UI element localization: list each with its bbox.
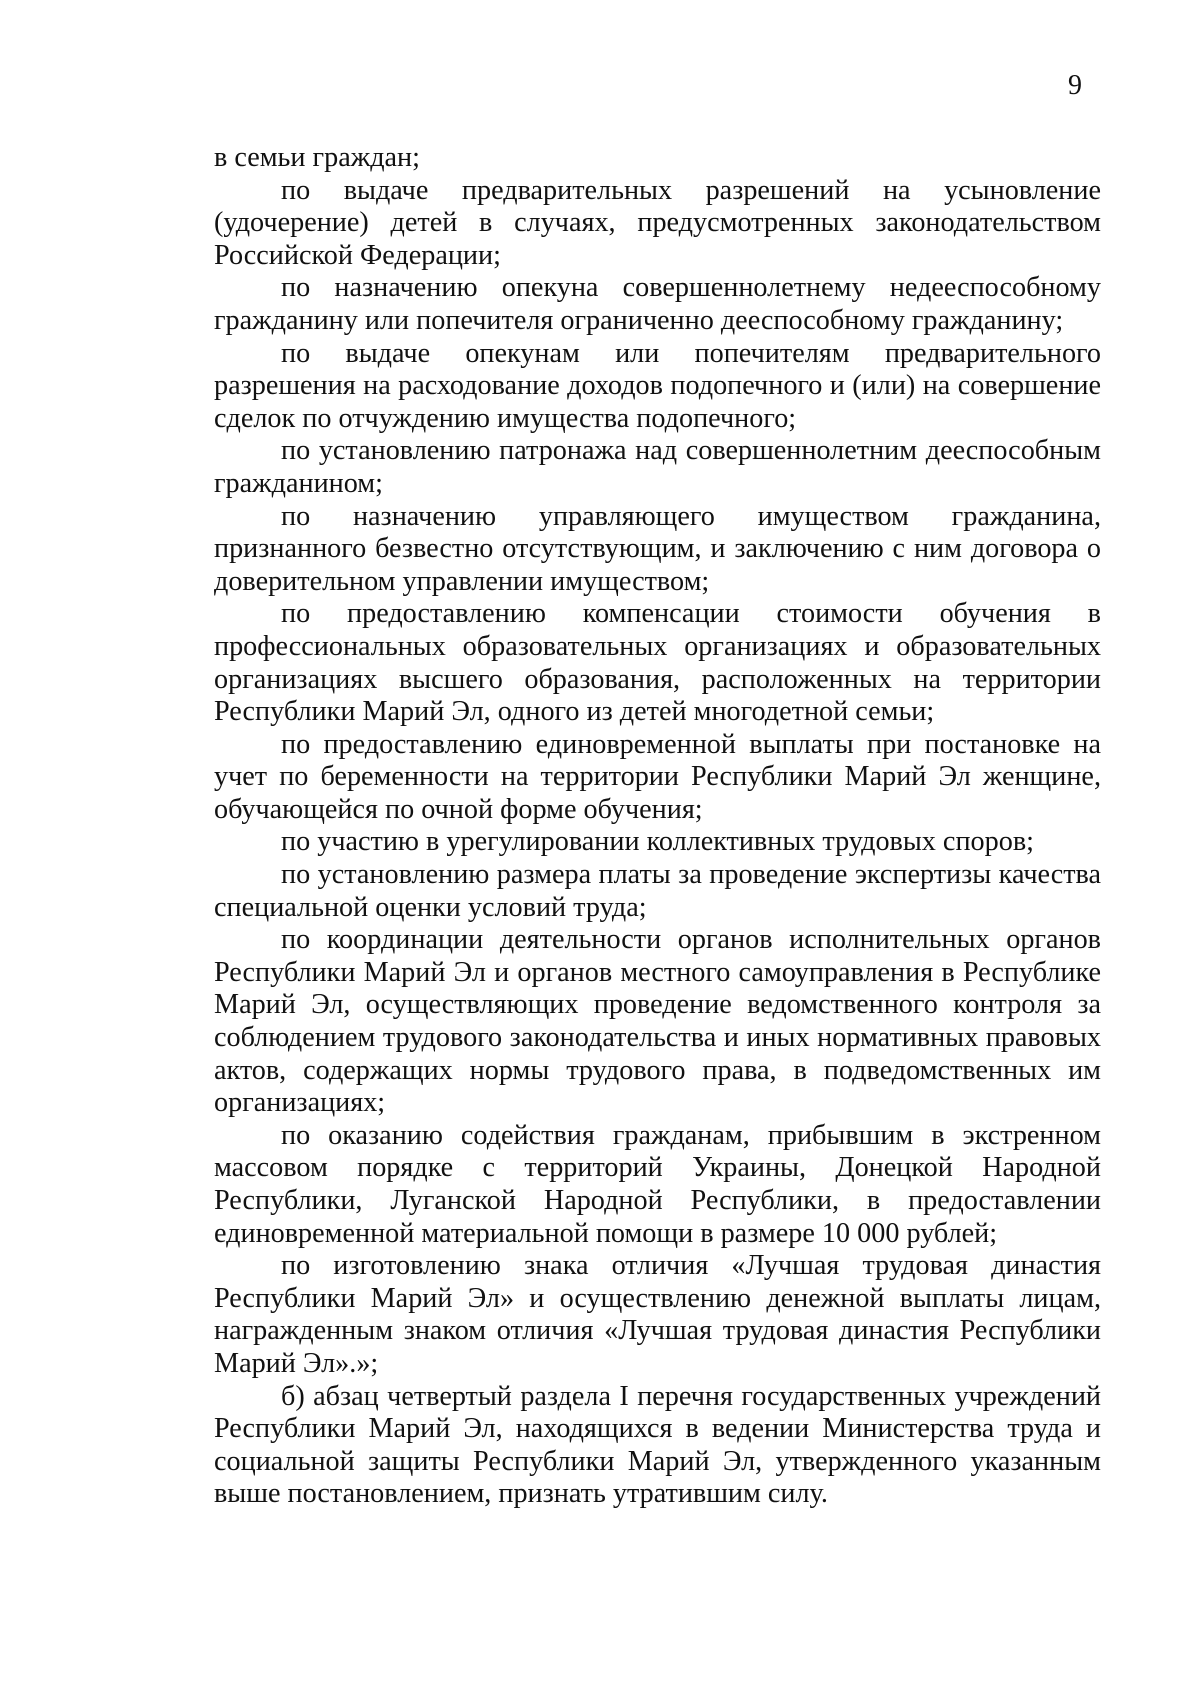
paragraph-adoption-permits: по выдаче предварительных разрешений на усыновление (удочерение) детей в случаях, предусмотренных законодательством Российской Федерации; (214, 174, 1101, 271)
paragraph-continuation: в семьи граждан; (214, 142, 420, 173)
paragraph-guardian-appointment: по назначению опекуна совершеннолетнему недееспособному гражданину или попечителя ограниченно дееспособному гражданину; (214, 272, 1101, 336)
paragraph-patronage: по установлению патронажа над совершеннолетним дееспособным гражданином; (214, 435, 1101, 499)
paragraph-property-manager: по назначению управляющего имуществом гражданина, признанного безвестно отсутствующим, и заключению с ним договора о доверительном управлении имуществом; (214, 500, 1101, 597)
page-number: 9 (1068, 70, 1082, 101)
paragraph-labor-control: по координации деятельности органов исполнительных органов Республики Марий Эл и органов местного самоуправления в Республике Марий Эл, осуществляющих проведение ведомственного контроля за соблюдением трудового законодательства и иных нормативных правовых актов, содержащих нормы трудового права, в подведомственных им организациях; (214, 924, 1101, 1119)
paragraph-guardian-permission: по выдаче опекунам или попечителям предварительного разрешения на расходование доходов подопечного и (или) на совершение сделок по отчуждению имущества подопечного; (214, 337, 1101, 434)
paragraph-education-compensation: по предоставлению компенсации стоимости обучения в профессиональных образовательных организациях и образовательных организациях высшего образования, расположенных на территории Республики Марий Эл, одного из детей многодетной семьи; (214, 598, 1101, 728)
paragraph-labor-dynasty: по изготовлению знака отличия «Лучшая трудовая династия Республики Марий Эл» и осуществлению денежной выплаты лицам, награжденным знаком отличия «Лучшая трудовая династия Республики Марий Эл».»; (214, 1250, 1101, 1379)
document-body (214, 142, 1101, 1511)
paragraph-section-b: б) абзац четвертый раздела I перечня государственных учреждений Республики Марий Эл, находящихся в ведении Министерства труда и социальной защиты Республики Марий Эл, утвержденного указанным выше постановлением, признать утратившим силу. (214, 1380, 1101, 1510)
paragraph-pregnancy-payment: по предоставлению единовременной выплаты при постановке на учет по беременности на территории Республики Марий Эл женщине, обучающейся по очной форме обучения; (214, 728, 1101, 825)
paragraph-material-aid: по оказанию содействия гражданам, прибывшим в экстренном массовом порядке с территорий Украины, Донецкой Народной Республики, Луганской Народной Республики, в предоставлении единовременной материальной помощи в размере 10 000 рублей; (214, 1119, 1101, 1249)
paragraph-expertise-fee: по установлению размера платы за проведение экспертизы качества специальной оценки условий труда; (214, 859, 1101, 923)
paragraph-labor-disputes: по участию в урегулировании коллективных трудовых споров; (281, 826, 1034, 858)
